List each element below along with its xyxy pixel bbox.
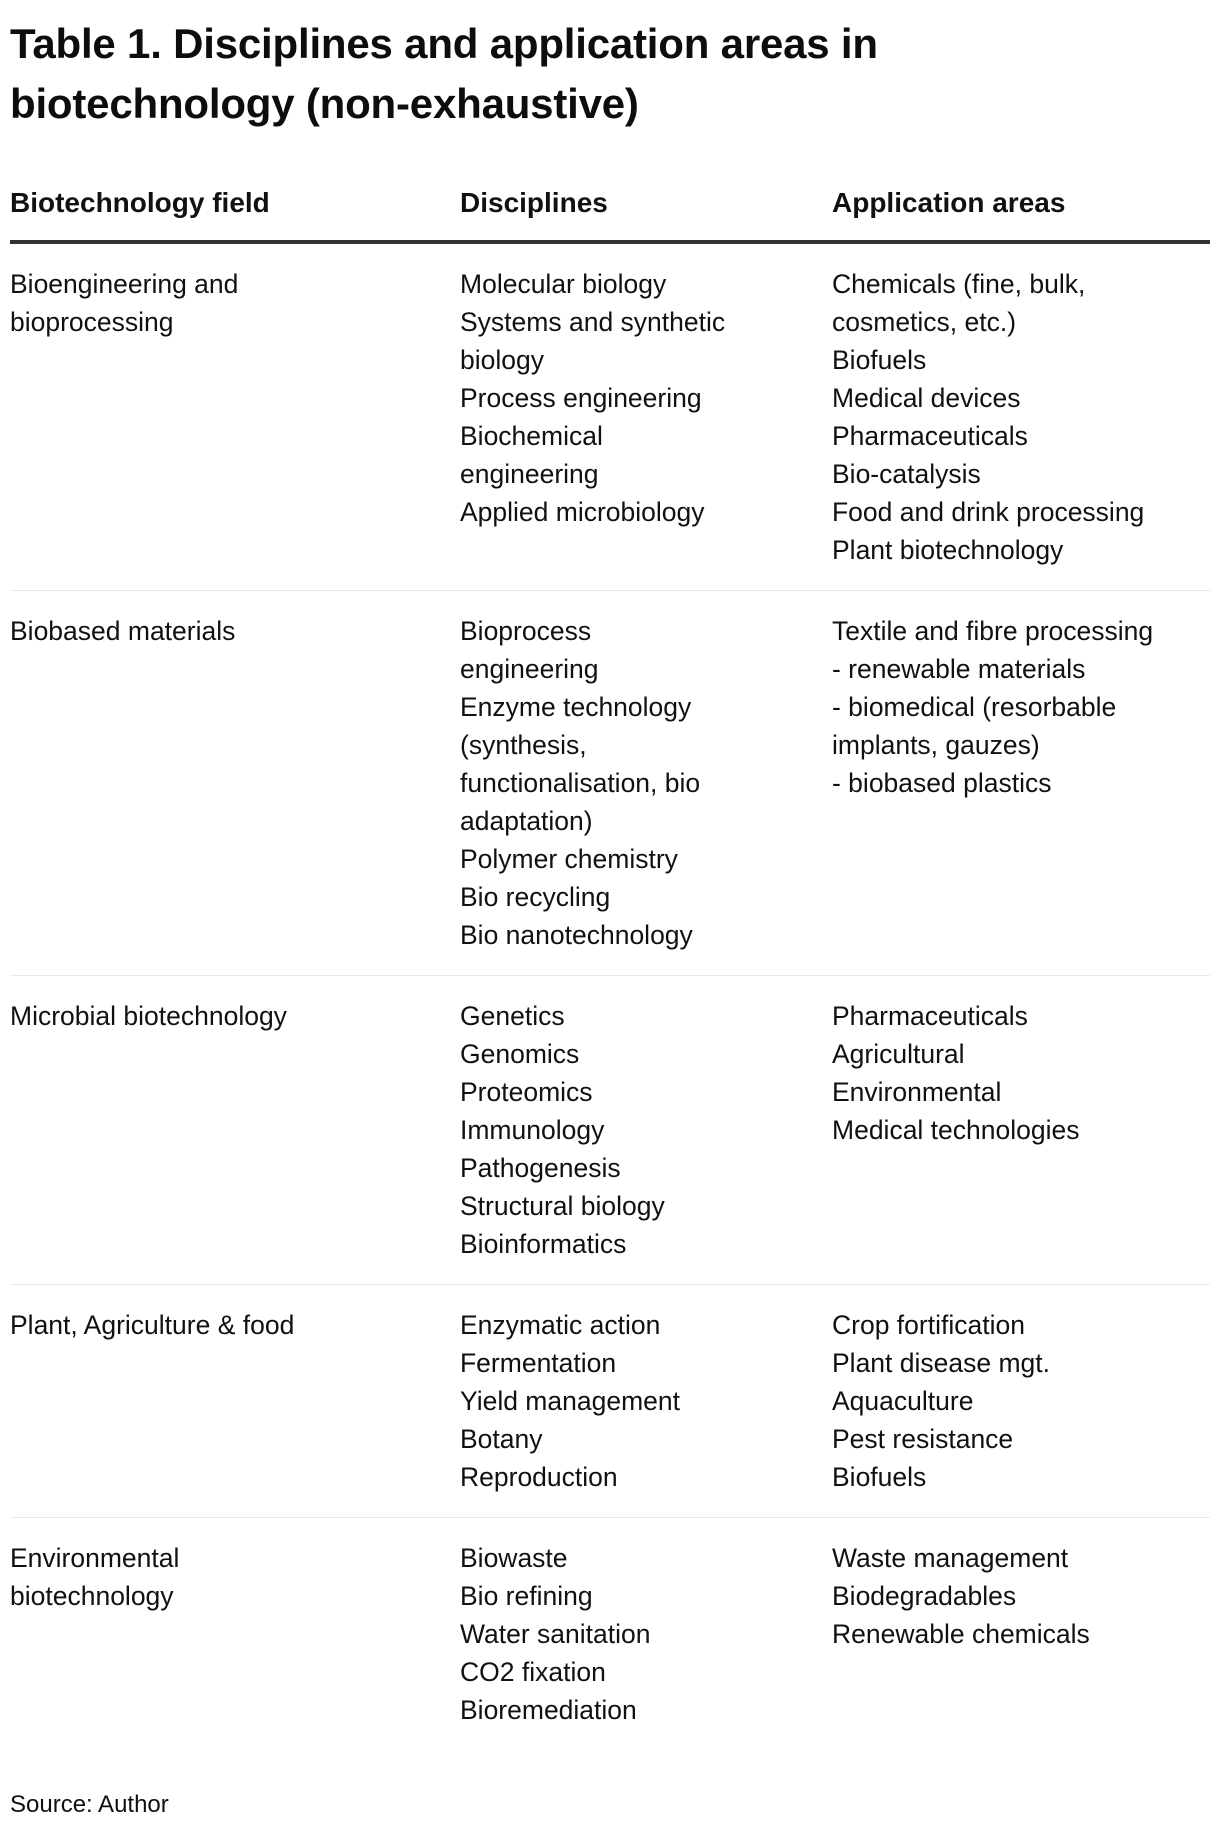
application-item: Environmental [832, 1077, 1002, 1107]
applications-cell [832, 612, 1210, 802]
discipline-item: adaptation) [460, 806, 593, 836]
discipline-item: Water sanitation [460, 1619, 651, 1649]
discipline-item: Enzyme technology [460, 692, 692, 722]
application-item: Textile and fibre processing [832, 616, 1154, 646]
discipline-item: Reproduction [460, 1462, 618, 1492]
application-item: Waste management [832, 1543, 1069, 1573]
discipline-item: Botany [460, 1424, 543, 1454]
table-row [10, 244, 1210, 591]
disciplines-cell [460, 1306, 832, 1496]
discipline-item: Genomics [460, 1039, 580, 1069]
discipline-item: engineering [460, 459, 599, 489]
discipline-item: Systems and synthetic [460, 307, 726, 337]
application-item: Food and drink processing [832, 497, 1145, 527]
applications-cell [832, 1306, 1210, 1496]
header-disciplines: Disciplines [460, 187, 608, 218]
table-title: Table 1. Disciplines and application areas in biotechnology (non-exhaustive) [10, 20, 878, 127]
field-cell: Biobased materials [10, 616, 236, 646]
source-note: Source: Author [10, 1791, 169, 1818]
field-cell: Environmental biotechnology [10, 1543, 180, 1611]
application-item: Aquaculture [832, 1386, 974, 1416]
application-item: Biodegradables [832, 1581, 1017, 1611]
applications-cell [832, 997, 1210, 1149]
application-item: Medical technologies [832, 1115, 1080, 1145]
discipline-item: Molecular biology [460, 269, 667, 299]
discipline-item: Enzymatic action [460, 1310, 661, 1340]
discipline-item: Biowaste [460, 1543, 568, 1573]
discipline-item: (synthesis, [460, 730, 587, 760]
applications-cell [832, 265, 1210, 569]
discipline-item: Bio nanotechnology [460, 920, 693, 950]
discipline-item: engineering [460, 654, 599, 684]
table-row [10, 1285, 1210, 1518]
application-item: Crop fortification [832, 1310, 1025, 1340]
application-item: Pharmaceuticals [832, 1001, 1028, 1031]
discipline-item: biology [460, 345, 544, 375]
discipline-item: CO2 fixation [460, 1657, 606, 1687]
application-item: Chemicals (fine, bulk, [832, 269, 1086, 299]
discipline-item: Fermentation [460, 1348, 617, 1378]
biotech-table [10, 184, 1210, 1750]
discipline-item: Biochemical [460, 421, 603, 451]
table-row [10, 591, 1210, 976]
disciplines-cell [460, 997, 832, 1263]
table-row [10, 1518, 1210, 1750]
discipline-item: Polymer chemistry [460, 844, 678, 874]
discipline-item: Immunology [460, 1115, 605, 1145]
application-item: Pest resistance [832, 1424, 1014, 1454]
application-item: Biofuels [832, 345, 927, 375]
table-header-row [10, 184, 1210, 244]
header-application-areas: Application areas [832, 187, 1066, 218]
discipline-item: Process engineering [460, 383, 702, 413]
discipline-item: Bioprocess [460, 616, 592, 646]
discipline-item: Pathogenesis [460, 1153, 621, 1183]
application-item: - biobased plastics [832, 768, 1052, 798]
discipline-item: Applied microbiology [460, 497, 705, 527]
field-cell: Microbial biotechnology [10, 1001, 287, 1031]
discipline-item: Bioinformatics [460, 1229, 627, 1259]
header-biotechnology-field: Biotechnology field [10, 187, 270, 218]
discipline-item: Yield management [460, 1386, 680, 1416]
table-row [10, 976, 1210, 1285]
discipline-item: Genetics [460, 1001, 565, 1031]
disciplines-cell [460, 612, 832, 954]
application-item: - biomedical (resorbable [832, 692, 1117, 722]
application-item: Plant biotechnology [832, 535, 1064, 565]
application-item: Agricultural [832, 1039, 965, 1069]
application-item: implants, gauzes) [832, 730, 1040, 760]
application-item: - renewable materials [832, 654, 1086, 684]
application-item: Pharmaceuticals [832, 421, 1028, 451]
disciplines-cell [460, 265, 832, 531]
document-page [10, 0, 1210, 1725]
application-item: Plant disease mgt. [832, 1348, 1051, 1378]
field-cell: Plant, Agriculture & food [10, 1310, 295, 1340]
discipline-item: functionalisation, bio [460, 768, 701, 798]
discipline-item: Structural biology [460, 1191, 665, 1221]
application-item: Bio-catalysis [832, 459, 981, 489]
applications-cell [832, 1539, 1210, 1653]
discipline-item: Bio refining [460, 1581, 593, 1611]
application-item: Biofuels [832, 1462, 927, 1492]
discipline-item: Bioremediation [460, 1695, 637, 1725]
discipline-item: Bio recycling [460, 882, 611, 912]
discipline-item: Proteomics [460, 1077, 593, 1107]
application-item: cosmetics, etc.) [832, 307, 1017, 337]
field-cell: Bioengineering and bioprocessing [10, 269, 239, 337]
application-item: Renewable chemicals [832, 1619, 1090, 1649]
disciplines-cell [460, 1539, 832, 1729]
application-item: Medical devices [832, 383, 1021, 413]
